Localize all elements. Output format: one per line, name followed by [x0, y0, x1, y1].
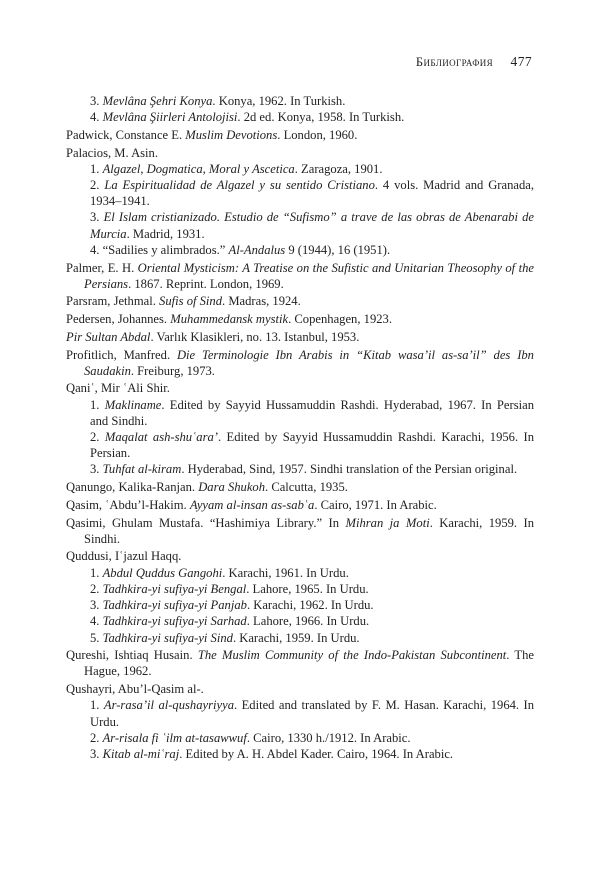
entry-text-it: Tadhkira-yi sufiya-yi Sarhad — [102, 614, 247, 629]
entry-subitem — [90, 730, 534, 746]
entry-text-pre: Qushayri, Abu’l-Qasim al-. — [66, 682, 204, 697]
entry-subitem — [90, 597, 534, 613]
entry-text-post: . Zaragoza, 1901. — [294, 161, 383, 176]
entry-text-it: Die Terminologie Ibn Arabis in “Kitab wasa’il as-sa’il” des Ibn Saudakin — [84, 347, 534, 378]
entry-heading — [66, 329, 534, 345]
bibliography-entry — [66, 260, 534, 292]
entry-text-it: Pir Sultan Abdal — [66, 329, 151, 344]
entry-heading — [66, 515, 534, 547]
bibliography-entry — [66, 479, 534, 495]
entry-text-pre: 4. “Sadilies y alimbrados.” — [90, 242, 229, 257]
entry-text-pre: Qureshi, Ishtiaq Husain. — [66, 648, 198, 663]
entry-heading — [66, 145, 534, 161]
entry-heading — [66, 127, 534, 143]
entry-subitem — [90, 397, 534, 429]
entry-text-pre: 5. — [90, 630, 103, 645]
entry-subitem — [90, 109, 534, 125]
entry-text-post: . Edited by A. H. Abdel Kader. Cairo, 1964. In Arabic. — [179, 746, 454, 761]
entry-text-pre: 1. — [90, 698, 104, 713]
entry-text-pre: Quddusi, Iʿjazul Haqq. — [66, 549, 182, 564]
bibliography-entry — [66, 380, 534, 477]
entry-text-pre: 2. — [90, 178, 105, 193]
entry-text-it: Oriental Mysticism: A Treatise on the Sufistic and Unitarian Theosophy of the Persians — [84, 260, 534, 291]
entry-subitem — [90, 697, 534, 729]
entry-text-post: . Calcutta, 1935. — [265, 480, 348, 495]
entry-text-post: . The Hague, 1962. — [84, 648, 534, 679]
entry-text-pre: Qasim, ʿAbdu’l-Hakim. — [66, 497, 190, 512]
entry-text-pre: 4. — [90, 110, 103, 125]
entry-text-it: Mevlâna Şiirleri Antolojisi — [102, 110, 238, 125]
entry-text-post: . Hyderabad, Sind, 1957. Sindhi translation of the Persian original. — [181, 462, 518, 477]
entry-heading — [66, 380, 534, 396]
entry-text-it: Muhammedansk mystik — [170, 312, 289, 327]
bibliography-entry — [66, 311, 534, 327]
entry-subitem — [90, 565, 534, 581]
entry-text-it: La Espiritualidad de Algazel y su sentido Cristiano — [104, 178, 375, 193]
entry-heading — [66, 479, 534, 495]
entry-subitem — [90, 209, 534, 241]
entry-subitem — [90, 161, 534, 177]
entry-text-post: . Madras, 1924. — [222, 294, 301, 309]
entry-text-post: . 2d ed. Konya, 1958. In Turkish. — [237, 110, 405, 125]
bibliography-entry — [66, 347, 534, 379]
entry-text-pre: 2. — [90, 430, 105, 445]
entry-text-it: Mevlâna Şehri Konya — [102, 94, 213, 108]
entry-text-pre: 4. — [90, 614, 103, 629]
entry-text-post: . Karachi, 1962. In Urdu. — [246, 598, 374, 613]
entry-text-pre: 3. — [90, 94, 103, 108]
entry-text-it: Al-Andalus — [228, 242, 286, 257]
entry-text-post: . London, 1960. — [277, 127, 358, 142]
entry-subitem — [90, 613, 534, 629]
running-header — [416, 54, 532, 70]
entry-text-post: . Copenhagen, 1923. — [288, 312, 392, 327]
entry-subitem — [90, 242, 534, 258]
bibliography-list — [66, 93, 534, 764]
entry-text-pre: Padwick, Constance E. — [66, 127, 186, 142]
entry-text-post: . Karachi, 1959. In Urdu. — [232, 630, 360, 645]
entry-text-post: . Konya, 1962. In Turkish. — [212, 94, 346, 108]
entry-text-post: . Lahore, 1965. In Urdu. — [246, 581, 369, 596]
entry-text-it: Abdul Quddus Gangohi — [102, 565, 223, 580]
entry-text-pre: Palmer, E. H. — [66, 260, 138, 275]
entry-heading — [66, 681, 534, 697]
entry-text-it: Ar-risala fi ʿilm at-tasawwuf — [102, 730, 247, 745]
entry-subitem — [90, 93, 534, 109]
entry-text-pre: 1. — [90, 397, 105, 412]
bibliography-entry — [66, 329, 534, 345]
entry-text-it: Mihran ja Moti — [345, 515, 430, 530]
entry-text-post: . Karachi, 1959. In Sindhi. — [84, 515, 534, 546]
entry-text-post: . Karachi, 1961. In Urdu. — [222, 565, 349, 580]
entry-text-it: Maqalat ash-shuʿara’ — [104, 430, 218, 445]
entry-text-pre: Qaniʿ, Mir ʿAli Shir. — [66, 381, 170, 396]
entry-text-it: Tadhkira-yi sufiya-yi Panjab — [102, 598, 247, 613]
entry-text-pre: 3. — [90, 210, 104, 225]
entry-heading — [66, 548, 534, 564]
entry-text-it: Ar-rasa’il al-qushayriyya — [103, 698, 234, 713]
entry-text-post: . Cairo, 1330 h./1912. In Arabic. — [246, 730, 411, 745]
entry-heading — [66, 293, 534, 309]
entry-text-it: Ayyam al-insan as-sabʿa — [189, 497, 315, 512]
entry-text-post: . Freiburg, 1973. — [130, 363, 215, 378]
entry-subitem — [90, 177, 534, 209]
entry-text-pre: Pedersen, Johannes. — [66, 312, 171, 327]
entry-text-it: Tadhkira-yi sufiya-yi Sind — [102, 630, 233, 645]
entry-text-post: . Cairo, 1971. In Arabic. — [314, 497, 437, 512]
bibliography-entry — [66, 145, 534, 258]
entry-text-pre: 3. — [90, 598, 103, 613]
entry-subitem — [90, 581, 534, 597]
entry-subitem — [90, 461, 534, 477]
entry-text-it: The Muslim Community of the Indo-Pakistan Subcontinent — [197, 648, 507, 663]
bibliography-entry — [66, 548, 534, 645]
bibliography-entry — [66, 293, 534, 309]
bibliography-entry — [66, 127, 534, 143]
running-title: Библиография — [415, 55, 494, 69]
entry-heading — [66, 347, 534, 379]
entry-text-post: . Varlık Klasikleri, no. 13. Istanbul, 1953. — [150, 329, 360, 344]
entry-text-it: Makliname — [104, 397, 162, 412]
bibliography-entry — [66, 647, 534, 679]
entry-text-it: Kitab al-miʿraj — [102, 746, 180, 761]
page-number: 477 — [510, 54, 532, 69]
bibliography-entry — [66, 681, 534, 762]
entry-subitem — [90, 630, 534, 646]
entry-subitem — [90, 746, 534, 762]
entry-text-post: . Edited by Sayyid Hussamuddin Rashdi. Hyderabad, 1967. In Persian and Sindhi. — [90, 397, 535, 428]
entry-text-post: . Edited by Sayyid Hussamuddin Rashdi. Karachi, 1956. In Persian. — [90, 430, 534, 461]
entry-text-it: El Islam cristianizado. Estudio de “Sufismo” a trave de las obras de Abenarabi de Murcia — [90, 210, 535, 241]
entry-text-pre: 3. — [90, 746, 103, 761]
entry-text-post: . 1867. Reprint. London, 1969. — [128, 276, 284, 291]
bibliography-entry — [66, 497, 534, 513]
entry-text-pre: Palacios, M. Asin. — [66, 145, 159, 160]
bibliography-entry — [66, 515, 534, 547]
entry-heading — [66, 497, 534, 513]
entry-text-it: Muslim Devotions — [185, 127, 278, 142]
entry-subitem — [90, 429, 534, 461]
entry-heading — [66, 647, 534, 679]
entry-text-it: Tuhfat al-kiram — [102, 462, 182, 477]
entry-text-it: Sufis of Sind — [159, 294, 223, 309]
entry-text-pre: Qanungo, Kalika-Ranjan. — [66, 480, 199, 495]
entry-text-post: . Lahore, 1966. In Urdu. — [246, 614, 370, 629]
entry-text-pre: Qasimi, Ghulam Mustafa. “Hashimiya Library.” In — [66, 515, 346, 530]
entry-text-post: . Edited and translated by F. M. Hasan. Karachi, 1964. In Urdu. — [90, 698, 535, 729]
entry-text-pre: 3. — [90, 462, 103, 477]
entry-text-post: 9 (1944), 16 (1951). — [285, 242, 391, 257]
entry-text-pre: 2. — [90, 730, 103, 745]
entry-text-pre: 1. — [90, 161, 103, 176]
entry-text-post: . 4 vols. Madrid and Granada, 1934–1941. — [90, 178, 534, 209]
entry-text-pre: 2. — [90, 581, 103, 596]
bibliography-entry — [66, 93, 534, 125]
entry-text-it: Dara Shukoh — [198, 480, 266, 495]
entry-heading — [66, 311, 534, 327]
entry-heading — [66, 260, 534, 292]
entry-text-pre: Profitlich, Manfred. — [66, 347, 177, 362]
entry-text-it: Algazel, Dogmatica, Moral y Ascetica — [102, 161, 295, 176]
entry-text-pre: 1. — [90, 565, 103, 580]
entry-text-it: Tadhkira-yi sufiya-yi Bengal — [102, 581, 247, 596]
entry-text-post: . Madrid, 1931. — [126, 226, 205, 241]
entry-text-pre: Parsram, Jethmal. — [66, 294, 160, 309]
